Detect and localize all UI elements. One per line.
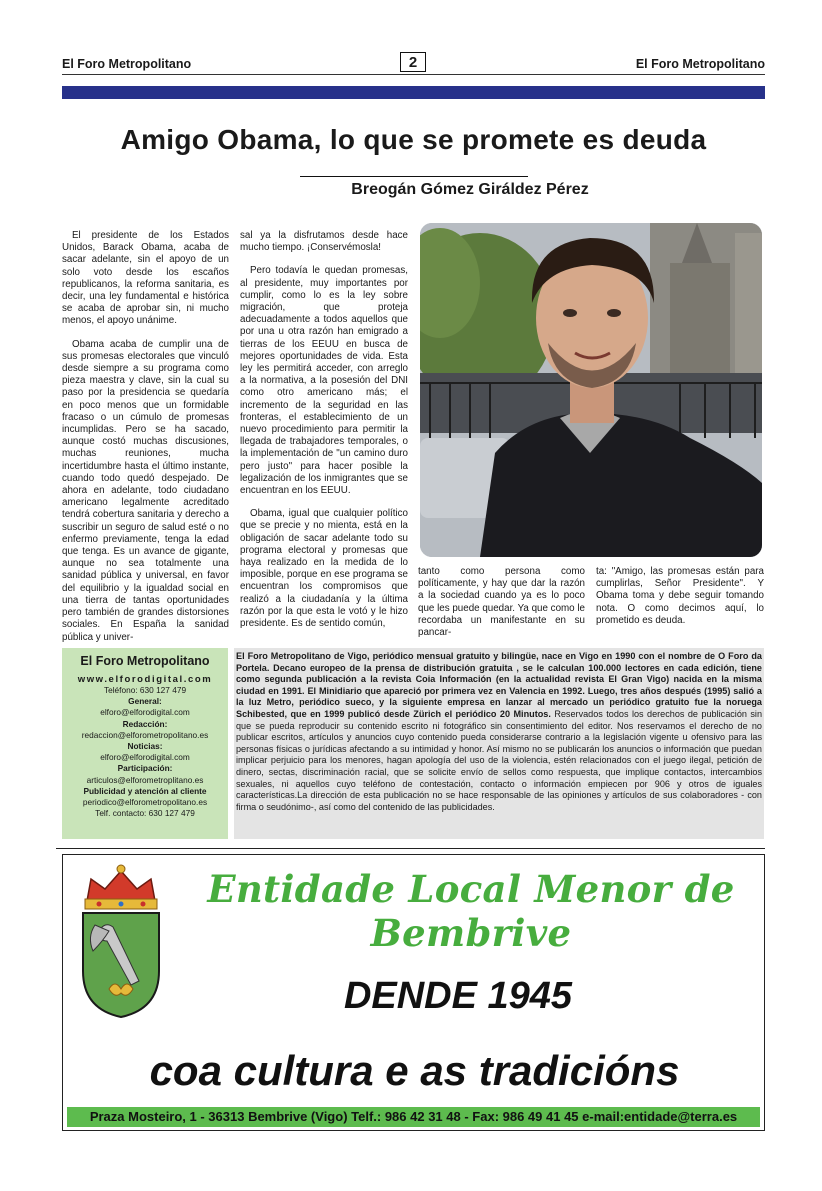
article-paragraph: ta: "Amigo, las promesas están para cumplirlas, Señor Presidente". Y Obama toma y debe seguir tomando nota. O como decimos aquí, lo prometido es deuda. [596, 566, 764, 626]
article-column-1 [62, 230, 229, 655]
contact-noticias-email[interactable]: elforo@elforodigital.com [100, 752, 190, 763]
legal-notice: Reservados todos los derechos de publicación sin que se pueda reproducir su contenido escrito ni fotográfico sin consentimiento del editor. Nos reservamos el derecho de no publicar escritos, artículos y anuncios cuyo contenido pueda considerarse contrario a la legislación vigente u ofensivo para las personas físicas o jurídicas afectando a su intimidad y honor. Así mismo no se publicarán los anuncios o información que puedan implicar perjuicio para los menores, hagan apología del uso de la violencia, estén relacionados con el juego ilegal, petición de dinero, sectas, discriminación racial, que se solicite envío de sellos como respuesta, que implique contactos, intercambios sexuales, ni aquellos cuyo teléfono de contestación, contacto o información empiecen por 906 y otros de iguales características.La dirección de esta publicación no se hace responsable de las opiniones y artículos de sus colaboradores - con firma o seudónimo-, así como del contenido de las publicidades. [236, 708, 762, 812]
article-author: Breogán Gómez Giráldez Pérez [351, 181, 589, 198]
ad-title: Entidade Local Menor de Bembrive [207, 867, 735, 955]
article-paragraph: tanto como persona como políticamente, y hay que dar la razón a la sociedad cuando ya es lo poco que les puede quedar. Ya que como le recordaba un manifestante en su pancar- [418, 566, 585, 639]
contact-participacion-email[interactable]: articulos@elforometroplitano.es [86, 774, 204, 785]
contact-redaccion-email[interactable]: redaccion@elforometropolitano.es [81, 729, 209, 740]
article-column-2 [240, 230, 408, 641]
title-divider [300, 176, 528, 177]
article-paragraph: sal ya la disfrutamos desde hace mucho tiempo. ¡Conservémosla! [240, 230, 408, 254]
article-title: Amigo Obama, lo que se promete es deuda [120, 124, 707, 155]
page-number: 2 [400, 52, 426, 72]
section-divider [56, 848, 765, 849]
header-publication-left: El Foro Metropolitano [62, 57, 192, 71]
author-photo [420, 223, 762, 557]
contact-noticias-label: Noticias: [127, 741, 163, 752]
page-header [62, 52, 765, 74]
publication-info-box [234, 648, 764, 839]
ad-contact-footer: Praza Mosteiro, 1 - 36313 Bembrive (Vigo) Telf.: 986 42 31 48 - Fax: 986 49 41 45 e-mail:entidade@terra.es [67, 1107, 760, 1127]
author-photo-image [420, 223, 762, 557]
contact-redaccion-label: Redacción: [122, 718, 168, 729]
blue-banner-bar [62, 86, 765, 99]
header-divider [62, 74, 765, 75]
coat-of-arms-icon [69, 861, 173, 1021]
advertisement [62, 854, 765, 1131]
ad-tagline: coa cultura e as tradicións [149, 1047, 680, 1094]
article-paragraph: Obama, igual que cualquier político que se precie y no mienta, está en la obligación de sacar adelante todo su programa electoral y promesas que haya realizado en la medida de lo imposible, porque en ese programa se encuentran los compromisos que realizó a la ciudadanía y la última razón por la que esta le votó y le hizo presidente. Es de sentido común, [240, 508, 408, 630]
contact-box [62, 648, 228, 839]
contact-title: El Foro Metropolitano [80, 654, 210, 668]
contact-website[interactable]: www.elforodigital.com [77, 674, 213, 685]
ad-since: DENDE 1945 [343, 975, 573, 1017]
article-paragraph: Obama acaba de cumplir una de sus promesas electorales que vinculó desde siempre a su programa como pieza maestra y clave, sin la cual su paso por la presidencia se quedaría en poco menos que un formidable fracaso o un cúmulo de promesas incumplidas. Pero se ha sacado, aunque costó muchas discusiones, muchas reuniones, mucha incertidumbre hasta el último instante, cuando todo quedó despejado. De ahora en adelante, todo ciudadano americano legalmente acreditado tendrá cobertura sanitaria y derecho a suscribir un seguro de salud esté o no enfermo previamente, tenga la edad que tenga. Es un avance de gigante, aunque no sea totalmente una sanidad pública y universal, en favor del equilibrio y la igualdad social en una tierra de tantas oportunidades pero también de grandes distorsiones sociales. En España la sanidad pública y univer- [62, 338, 229, 643]
contact-publicidad-email[interactable]: periodico@elforometropolitano.es [82, 797, 208, 808]
contact-telephone: Telf. contacto: 630 127 479 [95, 808, 195, 819]
article-column-3 [418, 566, 585, 650]
contact-phone: Teléfono: 630 127 479 [103, 685, 187, 695]
contact-publicidad-label: Publicidad y atención al cliente [83, 785, 207, 796]
header-publication-right: El Foro Metropolitano [635, 57, 765, 71]
article-paragraph: El presidente de los Estados Unidos, Barack Obama, acaba de sacar adelante, sin el apoyo de un solo voto desde los escaños republicanos, la reforma sanitaria, es decir, una ley fundamental e histórica se acaba de aprobar sin, ni mucho menos, el apoyo unánime. [62, 230, 229, 327]
contact-general-email[interactable]: elforo@elforodigital.com [100, 707, 190, 718]
article-column-4 [596, 566, 764, 638]
contact-general-label: General: [128, 696, 162, 707]
publication-history: El Foro Metropolitano de Vigo, periódico mensual gratuito y bilingüe, nace en Vigo en 1990 con el nombre de O Foro da Portela. Decano europeo de la prensa de distribución gratuita , se le calculan 100.000 lectores en cada edición, tiene como segunda publicación a la revista Coia Información (en la actualidad revista El Gran Vigo) nacida en la misma ciudad en 1991. El Minidiario que apareció por primera vez en Valencia en 1992. Luego, tres años después (1995) salió a la luz Metro, periódico sueco, y la siguiente empresa en lanzar al mercado un periódico gratuito fue la noruega Schibested, que en 1999 publicó desde Zürich el periódico 20 Minutos. [236, 651, 762, 719]
article-paragraph: Pero todavía le quedan promesas, al presidente, muy importantes por cumplir, como lo es la ley sobre migración, que proteja adecuadamente a todos aquellos que por una u otra razón han emigrado a tierras de los EEUU en busca de mejores oportunidades de vida. Esta ley les permitirá acceder, con arreglo a la normativa, a la posesión del DNI como otro americano más; el incremento de la seguridad en las fronteras, el establecimiento de un nuevo procedimiento para permitir la llegada de trabajadores temporales, o la implementación de "un camino duro pero justo" para hacer posible la legalización de los inmigrantes que se encuentran en los EEUU. [240, 265, 408, 497]
contact-participacion-label: Participación: [117, 763, 173, 774]
